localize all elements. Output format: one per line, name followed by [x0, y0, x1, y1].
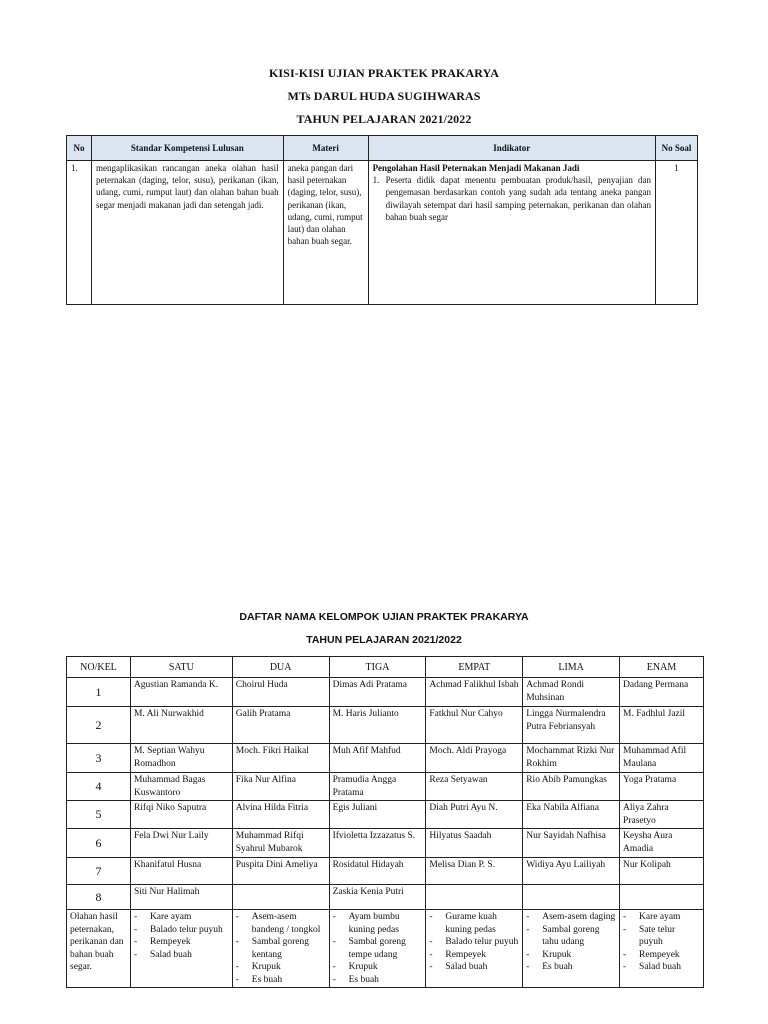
dash-bullet: -	[133, 949, 138, 960]
menu-item-text: Krupuk	[542, 949, 572, 960]
menu-item	[526, 911, 616, 924]
menu-item	[429, 936, 519, 949]
menu-list	[526, 911, 616, 974]
menu-list	[623, 911, 700, 974]
member-name: Pramudia Angga Pratama	[329, 773, 426, 801]
member-name: Nur Kolipah	[620, 858, 704, 885]
menu-cell	[620, 910, 704, 988]
menu-cell	[130, 910, 232, 988]
group-number: 7	[67, 858, 131, 885]
table-row	[67, 773, 704, 801]
menu-item-text: Asem-asem bandeng / tongkol	[251, 912, 321, 935]
member-name: Muhammad Rifqi Syahrul Mubarok	[232, 829, 329, 858]
group-number: 3	[67, 744, 131, 773]
menu-item-text: Krupuk	[348, 962, 378, 972]
col-header-satu: SATU	[130, 657, 232, 678]
group-number: 4	[67, 773, 131, 801]
row-number: 1.	[67, 161, 92, 305]
member-name: Hilyatus Saadah	[426, 829, 523, 858]
member-name: Puspita Dini Ameliya	[232, 858, 329, 885]
menu-item	[623, 949, 700, 962]
indikator-text: Peserta didik dapat menentu pembuatan produk/hasil, penyajian dan pengemasan berdasarkan contoh yang sudah ada tentang aneka pangan diwilayah setempat dari hasil samping peternakan, perikanan dan olahan bahan buah segar	[385, 175, 652, 222]
menu-item-text: Es buah	[542, 962, 573, 972]
menu-item-text: Sambal goreng tahu udang	[542, 924, 600, 947]
dash-bullet: -	[133, 912, 138, 922]
menu-item-text: Sambal goreng tempe udang	[348, 937, 406, 960]
member-name	[232, 885, 329, 910]
table-row	[67, 829, 704, 858]
menu-item	[333, 911, 423, 936]
dash-bullet: -	[332, 974, 336, 985]
member-name: Muhammad Bagas Kuswantoro	[130, 773, 232, 801]
member-name: Moch. Fikri Haikal	[232, 744, 329, 773]
member-name: M. Ali Nurwakhid	[130, 707, 232, 744]
member-name: Zaskia Kenia Putri	[329, 885, 426, 910]
member-name: Muh Afif Mahfud	[329, 744, 426, 773]
member-name: Muhammad Afil Maulana	[620, 744, 704, 773]
col-header-enam: ENAM	[620, 657, 704, 678]
group-number: 2	[67, 707, 131, 744]
menu-item-text: Gurame kuah kuning pedas	[445, 912, 497, 935]
menu-item-text: Es buah	[251, 974, 283, 985]
menu-cell	[426, 910, 523, 988]
dash-bullet: -	[332, 937, 336, 947]
dash-bullet: -	[623, 962, 627, 972]
daftar-subtitle: TAHUN PELAJARAN 2021/2022	[306, 634, 462, 646]
dash-bullet: -	[526, 912, 530, 922]
table-row	[67, 885, 704, 910]
member-name: Melisa Dian P. S.	[426, 858, 523, 885]
dash-bullet: -	[526, 962, 530, 972]
member-name: Dimas Adi Pratama	[329, 678, 426, 707]
dash-bullet: -	[332, 912, 336, 922]
academic-year: TAHUN PELAJARAN 2021/2022	[296, 112, 472, 126]
dash-bullet: -	[623, 949, 627, 960]
group-number: 6	[67, 829, 131, 858]
dash-bullet: -	[133, 924, 138, 935]
materi-cell: aneka pangan dari hasil peternakan (daging, telor, susu), perikanan (ikan, udang, cumi, rumput laut) dan olahan bahan buah segar.	[283, 161, 368, 305]
menu-item-text: Salad buah	[149, 949, 192, 960]
kisi-header-row	[67, 136, 698, 161]
table-row	[67, 858, 704, 885]
menu-item	[429, 911, 519, 936]
menu-list	[236, 911, 326, 986]
menu-item	[236, 911, 326, 936]
menu-item-text: Salad buah	[639, 962, 681, 972]
member-name: Reza Setyawan	[426, 773, 523, 801]
menu-item-text: Salad buah	[445, 962, 488, 972]
menu-item	[429, 961, 519, 974]
menu-item	[333, 936, 423, 961]
member-name: Rio Abib Pamungkas	[523, 773, 620, 801]
member-name: Nur Sayidah Nafhisa	[523, 829, 620, 858]
col-header-materi: Materi	[283, 136, 368, 161]
col-header-indikator: Indikator	[368, 136, 655, 161]
menu-list	[429, 911, 519, 974]
table-row	[67, 678, 704, 707]
member-name: Dadang Permana	[620, 678, 704, 707]
member-name: Eka Nabila Alfiana	[523, 801, 620, 829]
menu-cell	[523, 910, 620, 988]
member-name: Egis Juliani	[329, 801, 426, 829]
menu-cell	[232, 910, 329, 988]
menu-item	[134, 911, 229, 924]
dash-bullet: -	[623, 924, 627, 935]
member-name: Achmad Falikhul Isbah	[426, 678, 523, 707]
menu-item	[623, 961, 700, 974]
member-name: Keysha Aura Amadia	[620, 829, 704, 858]
menu-cell	[329, 910, 426, 988]
doc-title: KISI-KISI UJIAN PRAKTEK PRAKARYA	[268, 66, 500, 80]
member-name: Khanifatul Husna	[130, 858, 232, 885]
member-name	[523, 885, 620, 910]
member-name: Rifqi Niko Saputra	[130, 801, 232, 829]
member-name: Fika Nur Alfina	[232, 773, 329, 801]
dash-bullet: -	[235, 974, 239, 985]
table-row	[67, 707, 704, 744]
olahan-label: Olahan hasil peternakan, perikanan dan bahan buah segar.	[67, 910, 131, 988]
col-header-dua: DUA	[232, 657, 329, 678]
menu-item-text: Sambal goreng kentang	[251, 937, 310, 960]
group-header-row	[67, 657, 704, 678]
member-name: Achmad Rondi Muhsinan	[523, 678, 620, 707]
menu-item	[236, 936, 326, 961]
menu-item	[134, 924, 229, 937]
menu-item	[236, 961, 326, 974]
skl-cell: mengaplikasikan rancangan aneka olahan hasil peternakan (daging, telor, susu), perikanan (ikan, udang, cumi, rumput laut) dan olahan bahan buah segar menjadi makanan jadi dan setengah jadi.	[91, 161, 283, 305]
menu-item	[429, 949, 519, 962]
col-header-no-soal: No Soal	[656, 136, 698, 161]
kisi-kisi-table	[66, 135, 698, 305]
menu-item-text: Es buah	[348, 974, 379, 985]
dash-bullet: -	[235, 937, 239, 947]
school-name: MTs DARUL HUDA SUGIHWARAS	[287, 89, 481, 103]
menu-item-text: Asem-asem daging	[542, 912, 616, 922]
menu-item-text: Krupuk	[251, 962, 281, 972]
member-name: Galih Pratama	[232, 707, 329, 744]
member-name: Lingga Nurmalendra Putra Febriansyah	[523, 707, 620, 744]
menu-item	[134, 936, 229, 949]
group-number: 5	[67, 801, 131, 829]
col-header-tiga: TIGA	[329, 657, 426, 678]
menu-item	[623, 911, 700, 924]
menu-list	[333, 911, 423, 986]
indikator-cell	[368, 161, 655, 305]
menu-item	[623, 924, 700, 949]
member-name: Choirul Huda	[232, 678, 329, 707]
member-name: Mochammat Rizki Nur Rokhim	[523, 744, 620, 773]
dash-bullet: -	[526, 924, 530, 935]
group-number: 1	[67, 678, 131, 707]
menu-item-text: Balado telur puyuh	[149, 924, 223, 935]
indikator-item	[373, 174, 651, 223]
group-list-table	[66, 656, 704, 988]
member-name: Rosidatul Hidayah	[329, 858, 426, 885]
member-name: Yoga Pratama	[620, 773, 704, 801]
dash-bullet: -	[429, 912, 433, 922]
menu-list	[134, 911, 229, 961]
col-header-skl: Standar Kompetensi Lulusan	[91, 136, 283, 161]
menu-item-text: Ayam bumbu kuning pedas	[348, 912, 400, 935]
member-name: Diah Putri Ayu N.	[426, 801, 523, 829]
member-name	[620, 885, 704, 910]
col-header-empat: EMPAT	[426, 657, 523, 678]
table-row	[67, 744, 704, 773]
member-name: Moch. Aldi Prayoga	[426, 744, 523, 773]
member-name: M. Fadhlul Jazil	[620, 707, 704, 744]
menu-item	[526, 949, 616, 962]
member-name: Alvina Hilda Fitria	[232, 801, 329, 829]
member-name: Fela Dwi Nur Laily	[130, 829, 232, 858]
table-row	[67, 161, 698, 305]
indikator-number: 1.	[372, 175, 380, 186]
dash-bullet: -	[429, 937, 433, 947]
table-row	[67, 801, 704, 829]
member-name: M. Septian Wahyu Romadhon	[130, 744, 232, 773]
group-number: 8	[67, 885, 131, 910]
menu-row	[67, 910, 704, 988]
col-header-no: No	[67, 136, 92, 161]
dash-bullet: -	[332, 962, 336, 972]
daftar-title: DAFTAR NAMA KELOMPOK UJIAN PRAKTEK PRAKARYA	[239, 611, 529, 623]
no-soal-cell: 1	[656, 161, 698, 305]
menu-item	[333, 961, 423, 974]
menu-item-text: Kare ayam	[639, 912, 681, 922]
menu-item	[526, 961, 616, 974]
menu-item-text: Rempeyek	[149, 937, 191, 947]
dash-bullet: -	[235, 962, 239, 972]
dash-bullet: -	[133, 937, 138, 947]
member-name: Siti Nur Halimah	[130, 885, 232, 910]
member-name	[426, 885, 523, 910]
menu-item-text: Kare ayam	[149, 912, 192, 922]
menu-item-text: Balado telur puyuh	[445, 937, 519, 947]
menu-item	[333, 974, 423, 987]
dash-bullet: -	[235, 912, 239, 922]
menu-item	[526, 924, 616, 949]
menu-item	[134, 949, 229, 962]
member-name: Agustian Ramanda K.	[130, 678, 232, 707]
dash-bullet: -	[526, 949, 530, 960]
col-header-no-kel: NO/KEL	[67, 657, 131, 678]
dash-bullet: -	[429, 949, 433, 960]
indikator-title: Pengolahan Hasil Peternakan Menjadi Makanan Jadi	[372, 163, 580, 173]
member-name: M. Haris Julianto	[329, 707, 426, 744]
dash-bullet: -	[623, 912, 627, 922]
menu-item-text: Sate telur puyuh	[639, 924, 676, 947]
col-header-lima: LIMA	[523, 657, 620, 678]
member-name: Widiya Ayu Lailiyah	[523, 858, 620, 885]
menu-item-text: Rempeyek	[445, 949, 487, 960]
dash-bullet: -	[429, 962, 433, 972]
member-name: Ifvioletta Izzazatus S.	[329, 829, 426, 858]
member-name: Fatkhul Nur Cahyo	[426, 707, 523, 744]
menu-item-text: Rempeyek	[639, 949, 680, 960]
menu-item	[236, 974, 326, 987]
member-name: Aliya Zahra Prasetyo	[620, 801, 704, 829]
